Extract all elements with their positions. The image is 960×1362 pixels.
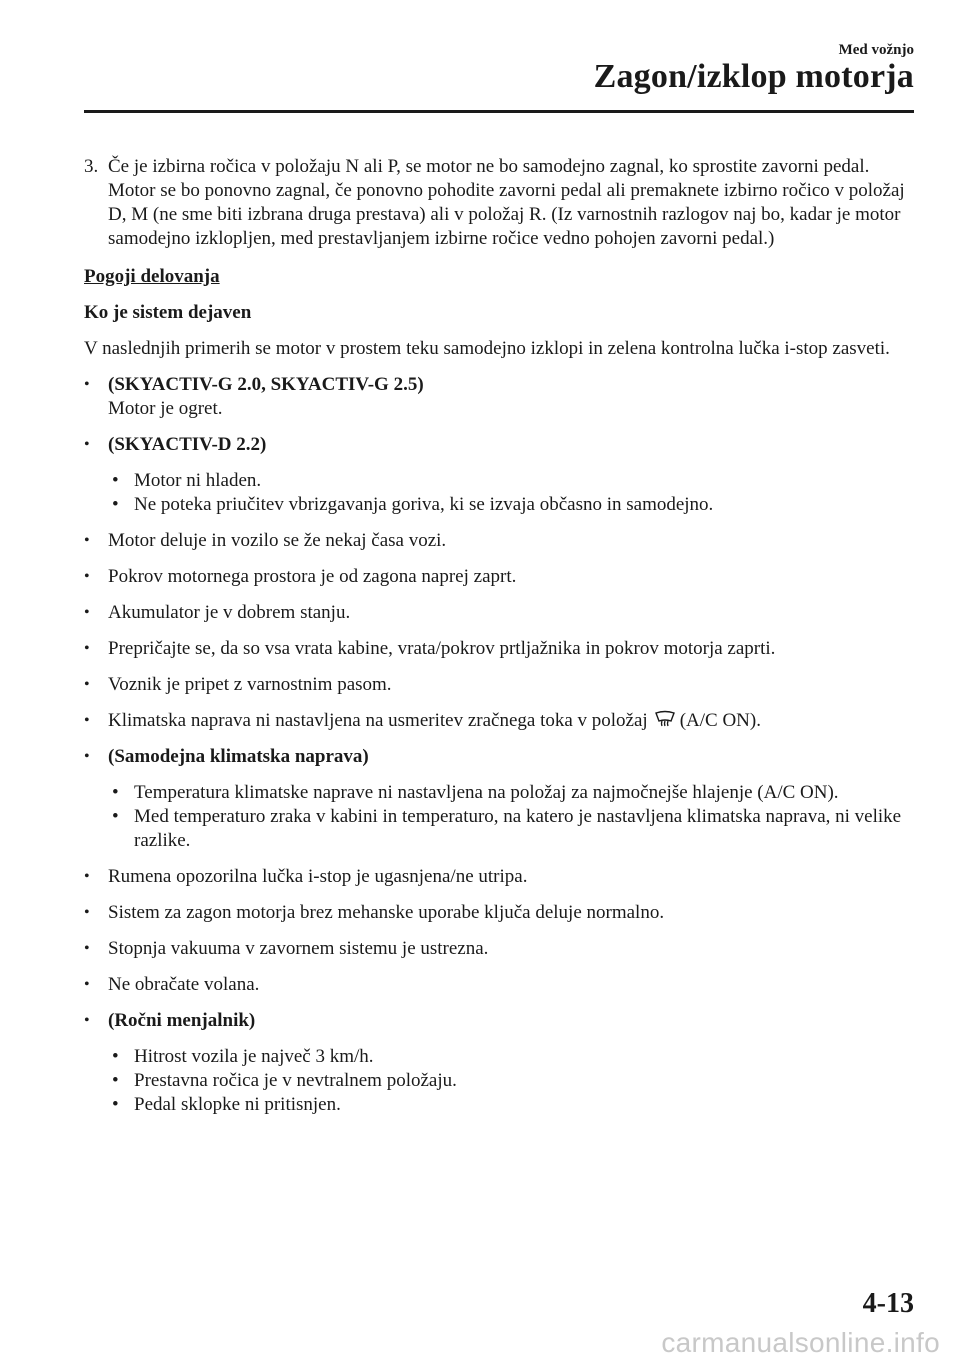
sub-list-item: • Temperatura klimatske naprave ni nastavljena na položaj za najmočnejše hlajenje (A/C ON). [112, 782, 839, 803]
step-number: 3. [84, 156, 99, 177]
list-item: • Prepričajte se, da so vsa vrata kabine, vrata/pokrov prtljažnika in pokrov motorja zaprti. [84, 638, 776, 659]
list-item: • Pokrov motornega prostora je od zagona naprej zaprt. [84, 566, 517, 587]
list-item-g-engine [84, 373, 916, 421]
page-content [84, 155, 916, 1129]
list-item-d-engine [84, 433, 916, 457]
sub-list-item: • Pedal sklopke ni pritisnjen. [112, 1094, 341, 1115]
bullet: • [84, 376, 90, 393]
engine-label: (SKYACTIV-G 2.0, SKYACTIV-G 2.5) [108, 374, 424, 395]
sub-list-auto-ac [112, 781, 916, 853]
list-item: • Akumulator je v dobrem stanju. [84, 602, 351, 623]
sub-list-item: • Hitrost vozila je največ 3 km/h. [112, 1046, 374, 1067]
sub-list-manual [112, 1045, 916, 1117]
sub-list-item: • Med temperaturo zraka v kabini in temperaturo, na katero je nastavljena klimatska naprava, ni velike razlike. [112, 806, 902, 851]
list-item: • Stopnja vakuuma v zavornem sistemu je ustrezna. [84, 938, 489, 959]
list-item: • Ne obračate volana. [84, 974, 260, 995]
list-item: • Sistem za zagon motorja brez mehanske uporabe ključa deluje normalno. [84, 902, 665, 923]
list-item-auto-ac: • (Samodejna klimatska naprava) [84, 746, 369, 767]
item-text: Motor je ogret. [108, 398, 223, 419]
intro-paragraph: V naslednjih primerih se motor v prostem teku samodejno izklopi in zelena kontrolna lučka i-stop zasveti. [84, 338, 890, 359]
bullet: • [84, 436, 90, 453]
list-item: • Rumena opozorilna lučka i-stop je ugasnjena/ne utripa. [84, 866, 528, 887]
section-name: Med vožnjo [838, 42, 914, 58]
sub-list-item: • Motor ni hladen. [112, 470, 262, 491]
engine-label: (SKYACTIV-D 2.2) [108, 434, 267, 455]
conditions-heading: Pogoji delovanja [84, 266, 220, 287]
header-divider [84, 110, 914, 113]
sub-list-item: • Prestavna ročica je v nevtralnem položaju. [112, 1070, 457, 1091]
step-3 [84, 155, 916, 251]
watermark: carmanualsonline.info [661, 1327, 940, 1358]
list-item-ac-mode: • Klimatska naprava ni nastavljena na usmeritev zračnega toka v položaj (A/C ON). [84, 710, 761, 731]
windshield-defrost-icon [654, 710, 676, 728]
page-title: Zagon/izklop motorja [593, 58, 914, 95]
list-item-manual: • (Ročni menjalnik) [84, 1010, 256, 1031]
active-heading: Ko je sistem dejaven [84, 302, 252, 323]
page-number: 4-13 [862, 1288, 914, 1319]
sub-list-d-engine [112, 469, 916, 517]
list-item: • Motor deluje in vozilo se že nekaj časa vozi. [84, 530, 447, 551]
list-item: • Voznik je pripet z varnostnim pasom. [84, 674, 392, 695]
sub-list-item: • Ne poteka priučitev vbrizgavanja goriva, ki se izvaja občasno in samodejno. [112, 494, 714, 515]
step-text: Če je izbirna ročica v položaju N ali P, se motor ne bo samodejno zagnal, ko sprostite zavorni pedal. Motor se bo ponovno zagnal, če ponovno pohodite zavorni pedal ali premaknete izbirno ročico v položaj D, M (ne sme biti izbrana druga prestava) ali v položaj R. (Iz varnostnih razlogov naj bo, kadar je motor samodejno izklopljen, med prestavljanjem izbirne ročice vedno pohojen zavorni pedal.) [108, 156, 905, 249]
